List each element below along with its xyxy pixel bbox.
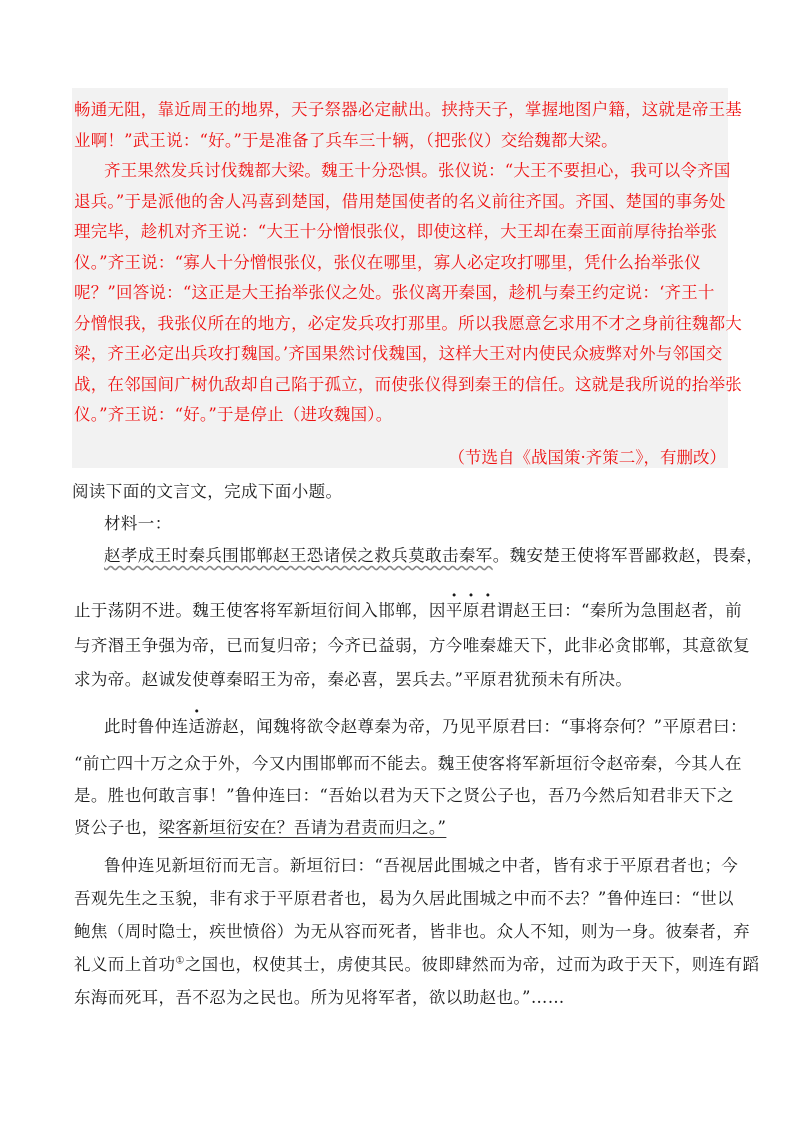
translation-line: 仪。”齐王说：“寡人十分憎恨张仪，张仪在哪里，寡人必定攻打哪里，凭什么抬举张仪: [74, 253, 701, 272]
translation-line: 梁，齐王必定出兵攻打魏国。’齐国果然讨伐魏国，这样大王对内使民众疲弊对外与邻国交: [74, 344, 723, 363]
emphasis-dot-char: 适: [188, 717, 206, 736]
emphasis-dot-char: 平: [445, 601, 463, 620]
material-label: 材料一：: [104, 514, 172, 533]
passage-line: 求为帝。赵诚发使尊秦昭王为帝，秦必喜，罢兵去。”平原君犹预未有所决。: [74, 670, 633, 689]
translation-line: 理完毕，趁机对齐王说：“大王十分憎恨张仪，即使这样，大王却在秦王面前厚待抬举张: [74, 222, 718, 241]
emphasis-dot-char: 原: [462, 601, 480, 620]
instruction: 阅读下面的文言文，完成下面小题。: [72, 482, 343, 501]
passage-line: 此时鲁仲连适游赵，闻魏将欲令赵尊秦为帝，乃见平原君曰：“事将奈何？”平原君曰：: [104, 717, 747, 736]
passage-line: 赵孝成王时秦兵围邯郸赵王恐诸侯之救兵莫敢击秦军。魏安楚王使将军晋鄙救赵，畏秦，: [104, 546, 764, 565]
footnote-marker: ①: [175, 955, 185, 967]
translation-line: 业啊！”武王说：“好。”于是准备了兵车三十辆，（把张仪）交给魏都大梁。: [74, 131, 618, 150]
passage-line: 止于荡阴不进。魏王使客将军新垣衍间入邯郸，因平原君谓赵王曰：“秦所为急围赵者，前: [74, 601, 742, 620]
passage-line: 鲍焦（周时隐士，疾世愤俗）为无从容而死者，皆非也。众人不知，则为一身。彼秦者，弃: [74, 922, 750, 941]
translation-line: 畅通无阻，靠近周王的地界，天子祭器必定献出。挟持天子，掌握地图户籍，这就是帝王基: [74, 100, 742, 119]
translation-line: 分憎恨我，我张仪所在的地方，必定发兵攻打那里。所以我愿意乞求用不才之身前往魏都大: [74, 314, 742, 333]
translation-line: 仪。”齐王说：“好。”于是停止（进攻魏国）。: [74, 405, 393, 424]
translation-line: 退兵。”于是派他的舍人冯喜到楚国，借用楚国使者的名义前往齐国。齐国、楚国的事务处: [74, 192, 726, 211]
translation-line: 战，在邻国间广树仇敌却自己陷于孤立，而使张仪得到秦王的信任。这就是我所说的抬举张: [74, 375, 742, 394]
underlined-sentence: 梁客新垣衍安在？吾请为君责而归之。”: [158, 818, 447, 837]
passage-line: 吾观先生之玉貌，非有求于平原君者也，曷为久居此围城之中而不去？”鲁仲连曰：“世以: [74, 889, 734, 908]
passage-line: 东海而死耳，吾不忍为之民也。所为见将军者，欲以助赵也。”……: [74, 988, 565, 1007]
passage-line: “前亡四十万之众于外，今又内围邯郸而不能去。魏王使客将军新垣衍令赵帝秦，今其人在: [74, 754, 742, 773]
emphasis-dot-char: 君: [479, 601, 497, 620]
passage-line: 鲁仲连见新垣衍而无言。新垣衍曰：“吾视居此围城之中者，皆有求于平原君者也；今: [104, 856, 739, 875]
translation-line: 呢？”回答说：“这正是大王抬举张仪之处。张仪离开秦国，趁机与秦王约定说：‘齐王十: [74, 283, 715, 302]
passage-line: 是。胜也何敢言事！”鲁仲连曰：“吾始以君为天下之贤公子也，吾乃今然后知君非天下之: [74, 786, 734, 805]
source-citation: （节选自《战国策·齐策二》，有删改）: [448, 448, 726, 467]
passage-line: 与齐湣王争强为帝，已而复归帝；今齐已益弱，方今唯秦雄天下，此非必贪邯郸，其意欲复: [74, 636, 750, 655]
translation-line: 齐王果然发兵讨伐魏都大梁。魏王十分恐惧。张仪说：“大王不要担心，我可以令齐国: [104, 161, 731, 180]
passage-line: 礼义而上首功①之国也，权使其士，虏使其民。彼即肆然而为帝，过而为政于天下，则连有蹈: [74, 955, 760, 974]
wavy-underlined-sentence: 赵孝成王时秦兵围邯郸赵王恐诸侯之救兵莫敢击秦军: [104, 546, 493, 565]
passage-line: 贤公子也，梁客新垣衍安在？吾请为君责而归之。”: [74, 818, 447, 837]
